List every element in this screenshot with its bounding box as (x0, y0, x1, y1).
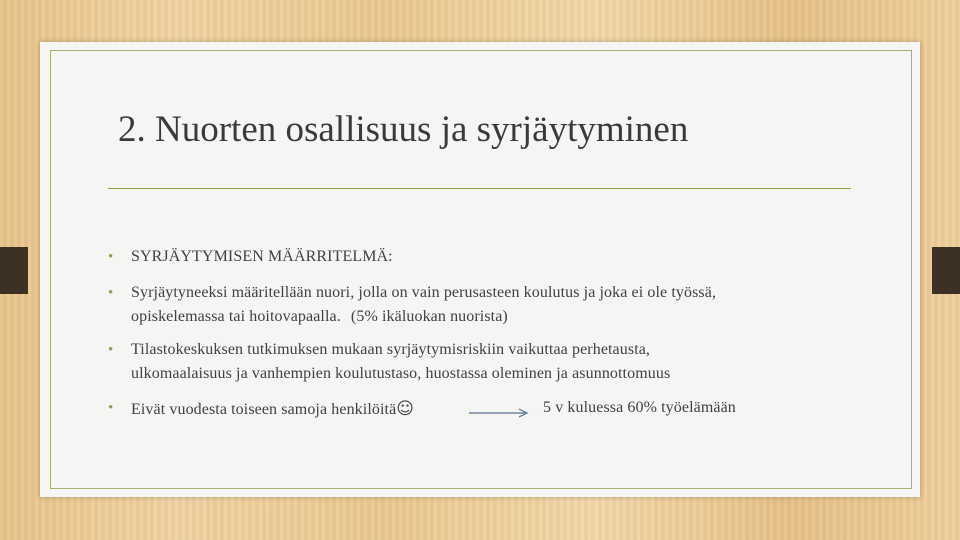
bullet-dot-icon: • (108, 342, 114, 358)
right-dark-tab (932, 247, 960, 294)
bullet-2-aside: (5% ikäluokan nuorista) (350, 308, 508, 325)
bullet-3-line-2: ulkomaalaisuus ja vanhempien koulutustaso, huostassa oleminen ja asunnottomuus (131, 365, 671, 382)
slide-title: 2. Nuorten osallisuus ja syrjäytyminen (118, 109, 689, 150)
bullet-3-line-1: Tilastokeskuksen tutkimuksen mukaan syrjäytymisriskiin vaikuttaa perhetausta, (131, 341, 651, 358)
bullet-dot-icon: • (108, 249, 114, 265)
title-divider (108, 188, 851, 189)
bullet-4-left (131, 399, 414, 419)
bullet-4-left-text: Eivät vuodesta toiseen samoja henkilöitä (131, 401, 397, 418)
bullet-2-line-2-text: opiskelemassa tai hoitovapaalla. (131, 308, 341, 325)
bullet-1-text: SYRJÄYTYMISEN MÄÄRRITELMÄ: (131, 248, 393, 265)
bullet-dot-icon: • (108, 400, 114, 416)
bullet-2-line-1: Syrjäytyneeksi määritellään nuori, jolla on vain perusasteen koulutus ja joka ei ole työssä, (131, 284, 717, 301)
left-dark-tab (0, 247, 28, 294)
bullet-2-line-2 (131, 308, 508, 326)
right-arrow-icon (467, 404, 531, 418)
bullet-4-right: 5 v kuluessa 60% työelämään (543, 399, 736, 416)
smiley-icon: ☺ (396, 399, 415, 419)
bullet-dot-icon: • (108, 285, 114, 301)
